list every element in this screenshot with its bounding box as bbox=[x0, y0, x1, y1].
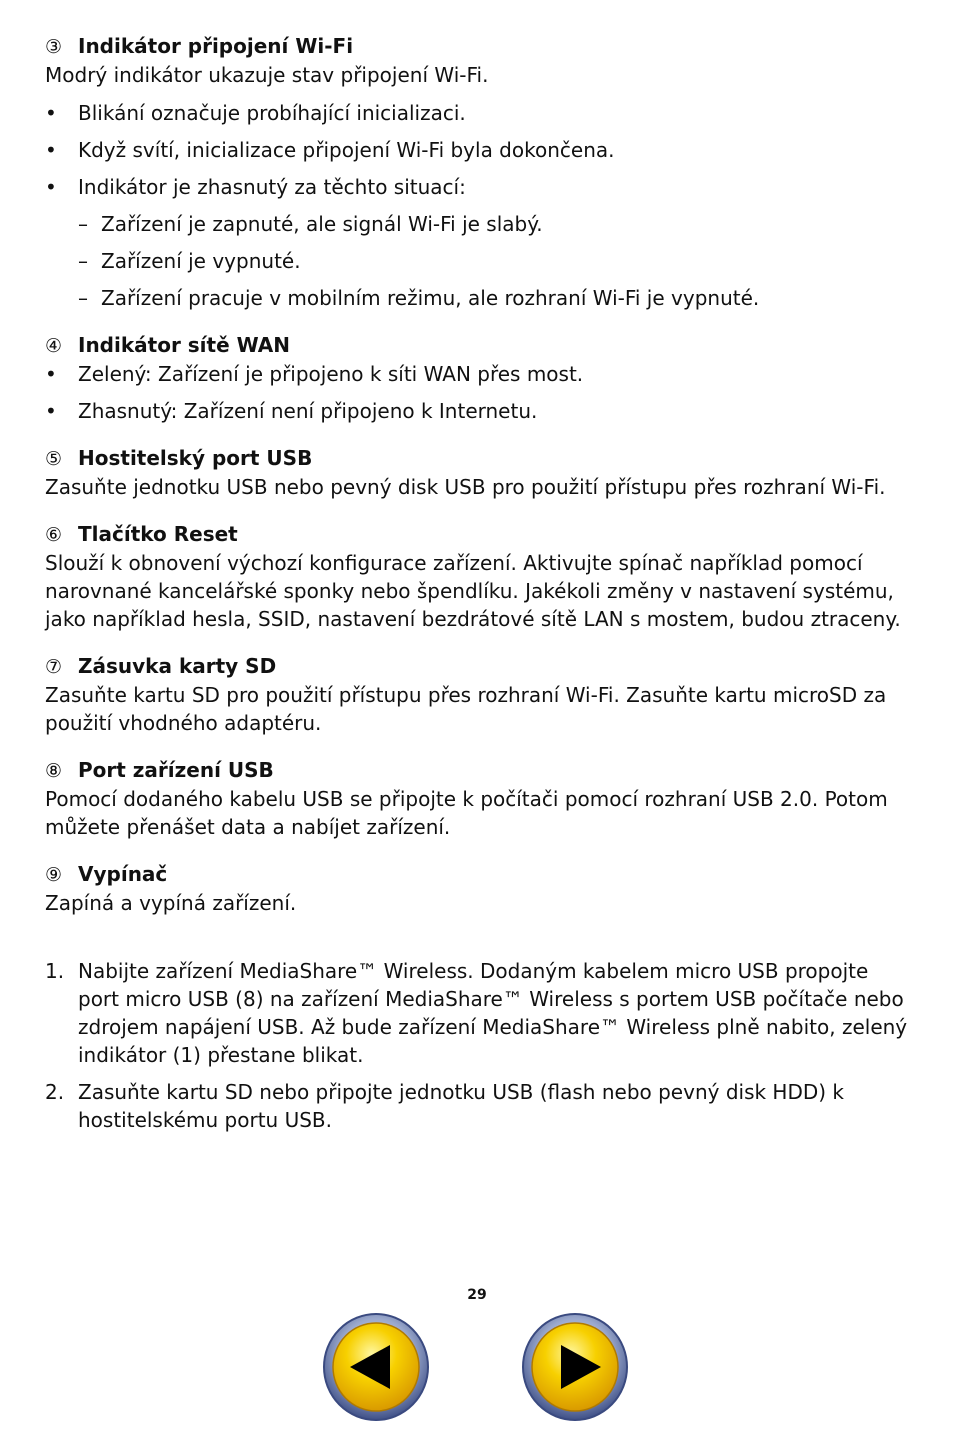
previous-page-button[interactable] bbox=[321, 1312, 431, 1422]
step-text: Zasuňte kartu SD nebo připojte jednotku USB (flash nebo pevný disk HDD) k hostitelskému portu USB. bbox=[78, 1080, 845, 1132]
page-number: 29 bbox=[467, 1287, 487, 1303]
steps-list bbox=[45, 957, 915, 1134]
section-usb-host-port bbox=[45, 444, 915, 501]
section-reset-button bbox=[45, 520, 915, 633]
section-wifi-indicator bbox=[45, 32, 915, 312]
bullet-item bbox=[45, 99, 915, 127]
dash-icon: – bbox=[78, 212, 88, 236]
section-description: Modrý indikátor ukazuje stav připojení Wi-Fi. bbox=[45, 63, 489, 87]
section-number: ⑥ bbox=[45, 524, 63, 546]
sub-item-text: Zařízení pracuje v mobilním režimu, ale rozhraní Wi-Fi je vypnuté. bbox=[101, 286, 760, 310]
section-heading bbox=[45, 652, 915, 681]
section-number: ④ bbox=[45, 335, 63, 357]
section-number: ⑨ bbox=[45, 864, 63, 886]
step-number: 2. bbox=[45, 1080, 65, 1104]
bullet-item bbox=[45, 360, 915, 388]
section-heading bbox=[45, 520, 915, 549]
bullet-item bbox=[45, 397, 915, 425]
sub-item bbox=[45, 247, 915, 275]
bullet-icon: • bbox=[45, 399, 57, 423]
section-description: Pomocí dodaného kabelu USB se připojte k počítači pomocí rozhraní USB 2.0. Potom můžete přenášet data a nabíjet zařízení. bbox=[45, 787, 888, 839]
bullet-text: Blikání označuje probíhající inicializaci. bbox=[78, 101, 466, 125]
section-usb-device-port bbox=[45, 756, 915, 841]
section-wan-indicator bbox=[45, 331, 915, 425]
next-page-arrow-icon bbox=[520, 1312, 630, 1422]
section-description: Zapíná a vypíná zařízení. bbox=[45, 891, 297, 915]
step-text: Nabijte zařízení MediaShare™ Wireless. Dodaným kabelem micro USB propojte port micro USB (8) na zařízení MediaShare™ Wireless s portem USB počítače nebo zdrojem napájení USB. Až bude zařízení MediaShare™ Wireless plně nabito, zelený indikátor (1) přestane blikat. bbox=[78, 959, 908, 1067]
section-title: Tlačítko Reset bbox=[78, 522, 238, 546]
bullet-icon: • bbox=[45, 175, 57, 199]
bullet-text: Když svítí, inicializace připojení Wi-Fi byla dokončena. bbox=[78, 138, 615, 162]
bullet-text: Zhasnutý: Zařízení není připojeno k Internetu. bbox=[78, 399, 538, 423]
section-title: Vypínač bbox=[78, 862, 168, 886]
section-heading bbox=[45, 756, 915, 785]
section-description: Slouží k obnovení výchozí konfigurace zařízení. Aktivujte spínač například pomocí narovnané kancelářské sponky nebo špendlíku. Jakékoli změny v nastavení systému, jako například hesla, SSID, nastavení bezdrátové sítě LAN s mostem, budou ztraceny. bbox=[45, 551, 901, 631]
step-item bbox=[45, 1078, 915, 1134]
section-heading bbox=[45, 331, 915, 360]
sub-item bbox=[45, 210, 915, 238]
section-description: Zasuňte jednotku USB nebo pevný disk USB pro použití přístupu přes rozhraní Wi-Fi. bbox=[45, 475, 886, 499]
bullet-text: Zelený: Zařízení je připojeno k síti WAN přes most. bbox=[78, 362, 584, 386]
section-heading bbox=[45, 860, 915, 889]
dash-icon: – bbox=[78, 286, 88, 310]
step-number: 1. bbox=[45, 959, 65, 983]
section-title: Hostitelský port USB bbox=[78, 446, 313, 470]
bullet-icon: • bbox=[45, 362, 57, 386]
bullet-icon: • bbox=[45, 138, 57, 162]
section-description: Zasuňte kartu SD pro použití přístupu přes rozhraní Wi-Fi. Zasuňte kartu microSD za použití vhodného adaptéru. bbox=[45, 683, 887, 735]
bullet-text: Indikátor je zhasnutý za těchto situací: bbox=[78, 175, 466, 199]
bullet-item bbox=[45, 173, 915, 201]
section-title: Indikátor sítě WAN bbox=[78, 333, 291, 357]
section-number: ⑦ bbox=[45, 656, 63, 678]
bullet-icon: • bbox=[45, 101, 57, 125]
step-item bbox=[45, 957, 915, 1069]
section-number: ③ bbox=[45, 36, 63, 58]
section-title: Port zařízení USB bbox=[78, 758, 274, 782]
section-title: Zásuvka karty SD bbox=[78, 654, 277, 678]
section-heading bbox=[45, 444, 915, 473]
sub-item-text: Zařízení je zapnuté, ale signál Wi-Fi je slabý. bbox=[101, 212, 543, 236]
section-heading bbox=[45, 32, 915, 61]
next-page-button[interactable] bbox=[520, 1312, 630, 1422]
section-power-switch bbox=[45, 860, 915, 917]
section-title: Indikátor připojení Wi-Fi bbox=[78, 34, 354, 58]
section-sd-card-slot bbox=[45, 652, 915, 737]
sub-item bbox=[45, 284, 915, 312]
previous-page-arrow-icon bbox=[321, 1312, 431, 1422]
sub-item-text: Zařízení je vypnuté. bbox=[101, 249, 301, 273]
section-number: ⑤ bbox=[45, 448, 63, 470]
page-content bbox=[45, 32, 915, 1143]
dash-icon: – bbox=[78, 249, 88, 273]
bullet-item bbox=[45, 136, 915, 164]
section-number: ⑧ bbox=[45, 760, 63, 782]
